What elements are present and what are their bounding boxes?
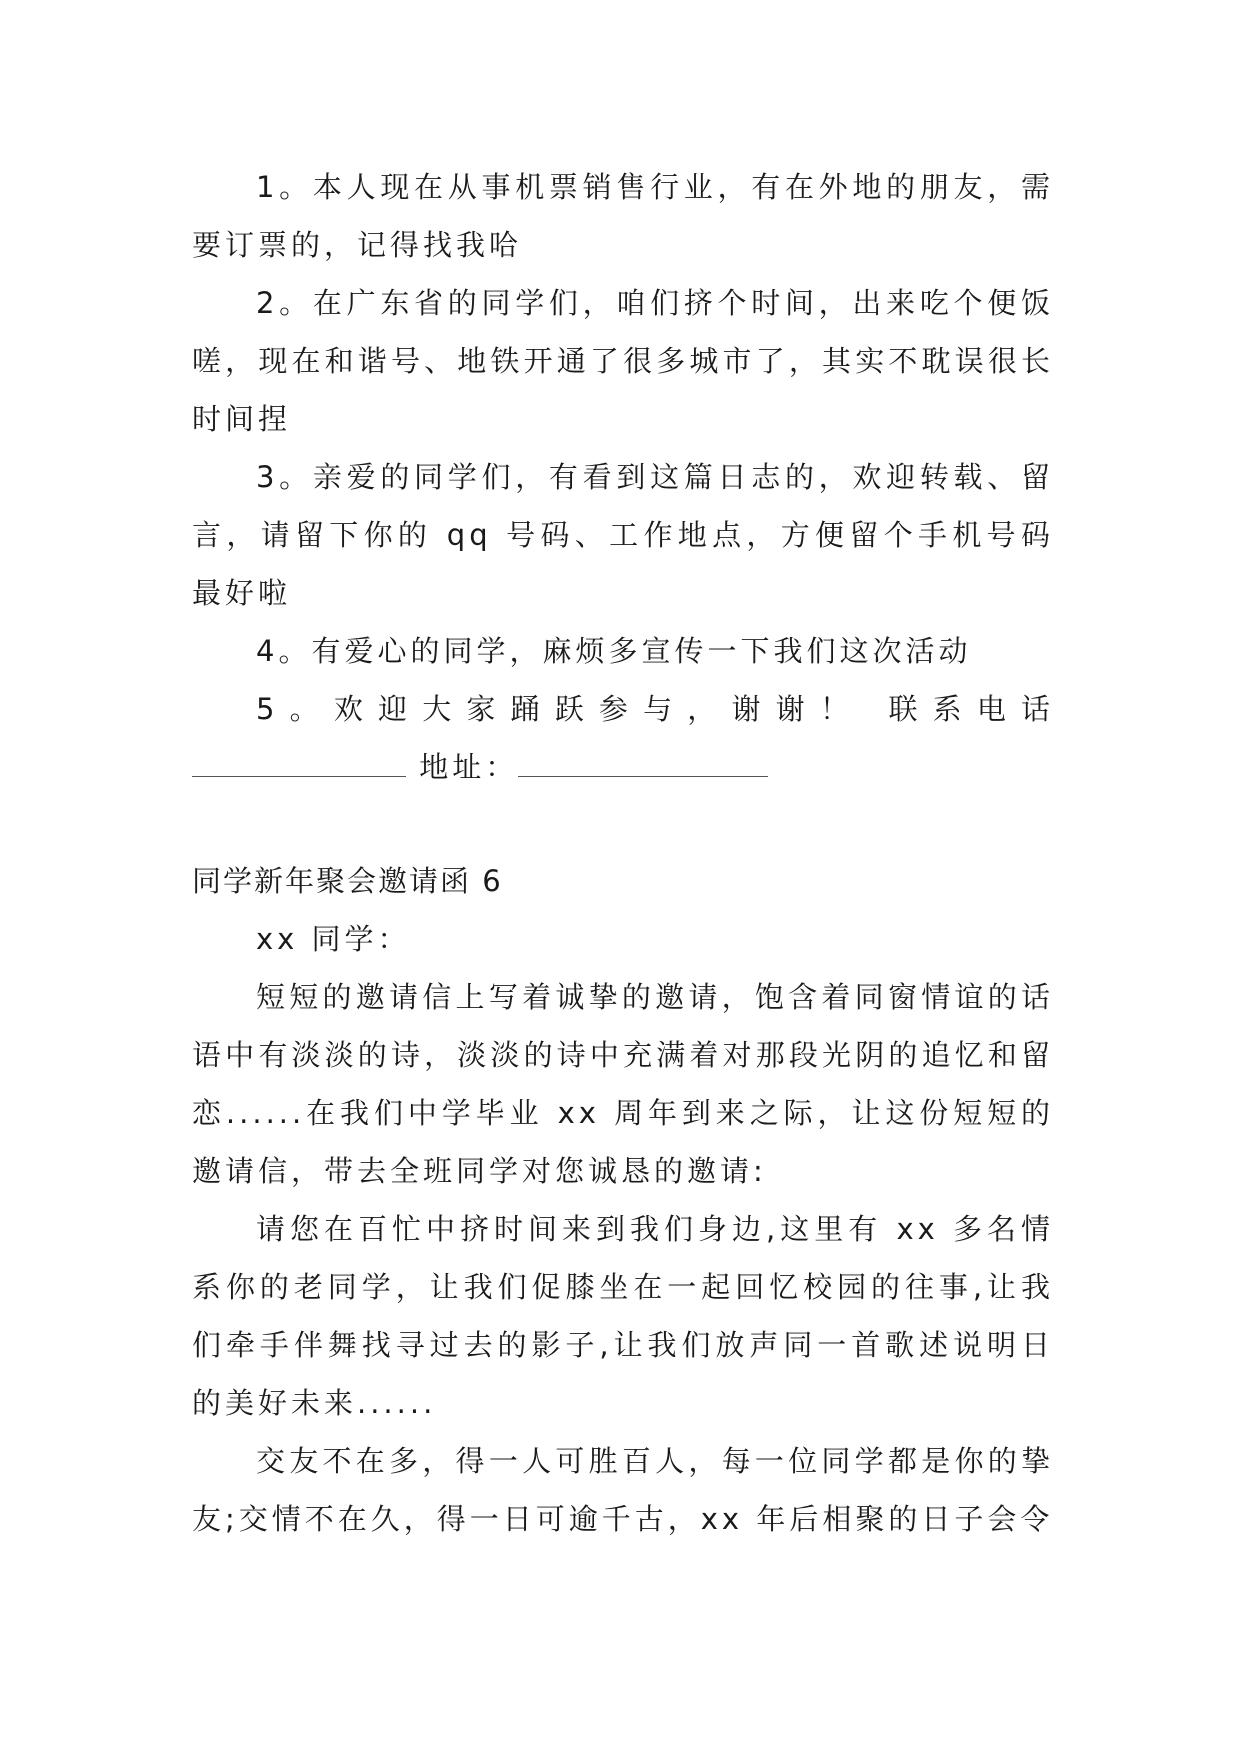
- address-blank-line: [518, 750, 768, 777]
- tip-1: 1。本人现在从事机票销售行业，有在外地的朋友，需要订票的，记得找我哈: [192, 170, 1054, 262]
- document-page: [192, 158, 1054, 1548]
- body-paragraph-2: 请您在百忙中挤时间来到我们身边,这里有 xx 多名情系你的老同学，让我们促膝坐在一起回忆校园的往事,让我们牵手伴舞找寻过去的影子,让我们放声同一首歌述说明日的美好未来......: [192, 1212, 1054, 1420]
- address-label: 地址：: [419, 750, 519, 784]
- tip-3: 3。亲爱的同学们，有看到这篇日志的，欢迎转载、留言，请留下你的 qq 号码、工作地点，方便留个手机号码最好啦: [192, 460, 1054, 610]
- tip-5-text: 5。欢迎大家踊跃参与，谢谢！ 联系电话: [256, 692, 1054, 726]
- tip-4: 4。有爱心的同学，麻烦多宣传一下我们这次活动: [256, 634, 972, 668]
- body-paragraph-3: 交友不在多，得一人可胜百人，每一位同学都是你的挚友;交情不在久，得一日可逾千古，xx 年后相聚的日子会令: [192, 1444, 1054, 1536]
- tip-5: [192, 680, 1054, 796]
- phone-blank-line: [192, 750, 406, 777]
- tip-2: 2。在广东省的同学们，咱们挤个时间，出来吃个便饭嗟，现在和谐号、地铁开通了很多城市了，其实不耽误很长时间捏: [192, 286, 1054, 436]
- salutation: xx 同学：: [256, 922, 411, 956]
- section-title: 同学新年聚会邀请函 6: [192, 864, 503, 898]
- body-paragraph-1: 短短的邀请信上写着诚挚的邀请，饱含着同窗情谊的话语中有淡淡的诗，淡淡的诗中充满着对那段光阴的追忆和留恋......在我们中学毕业 xx 周年到来之际，让这份短短的邀请信，带去全班同学对您诚恳的邀请:: [192, 980, 1054, 1188]
